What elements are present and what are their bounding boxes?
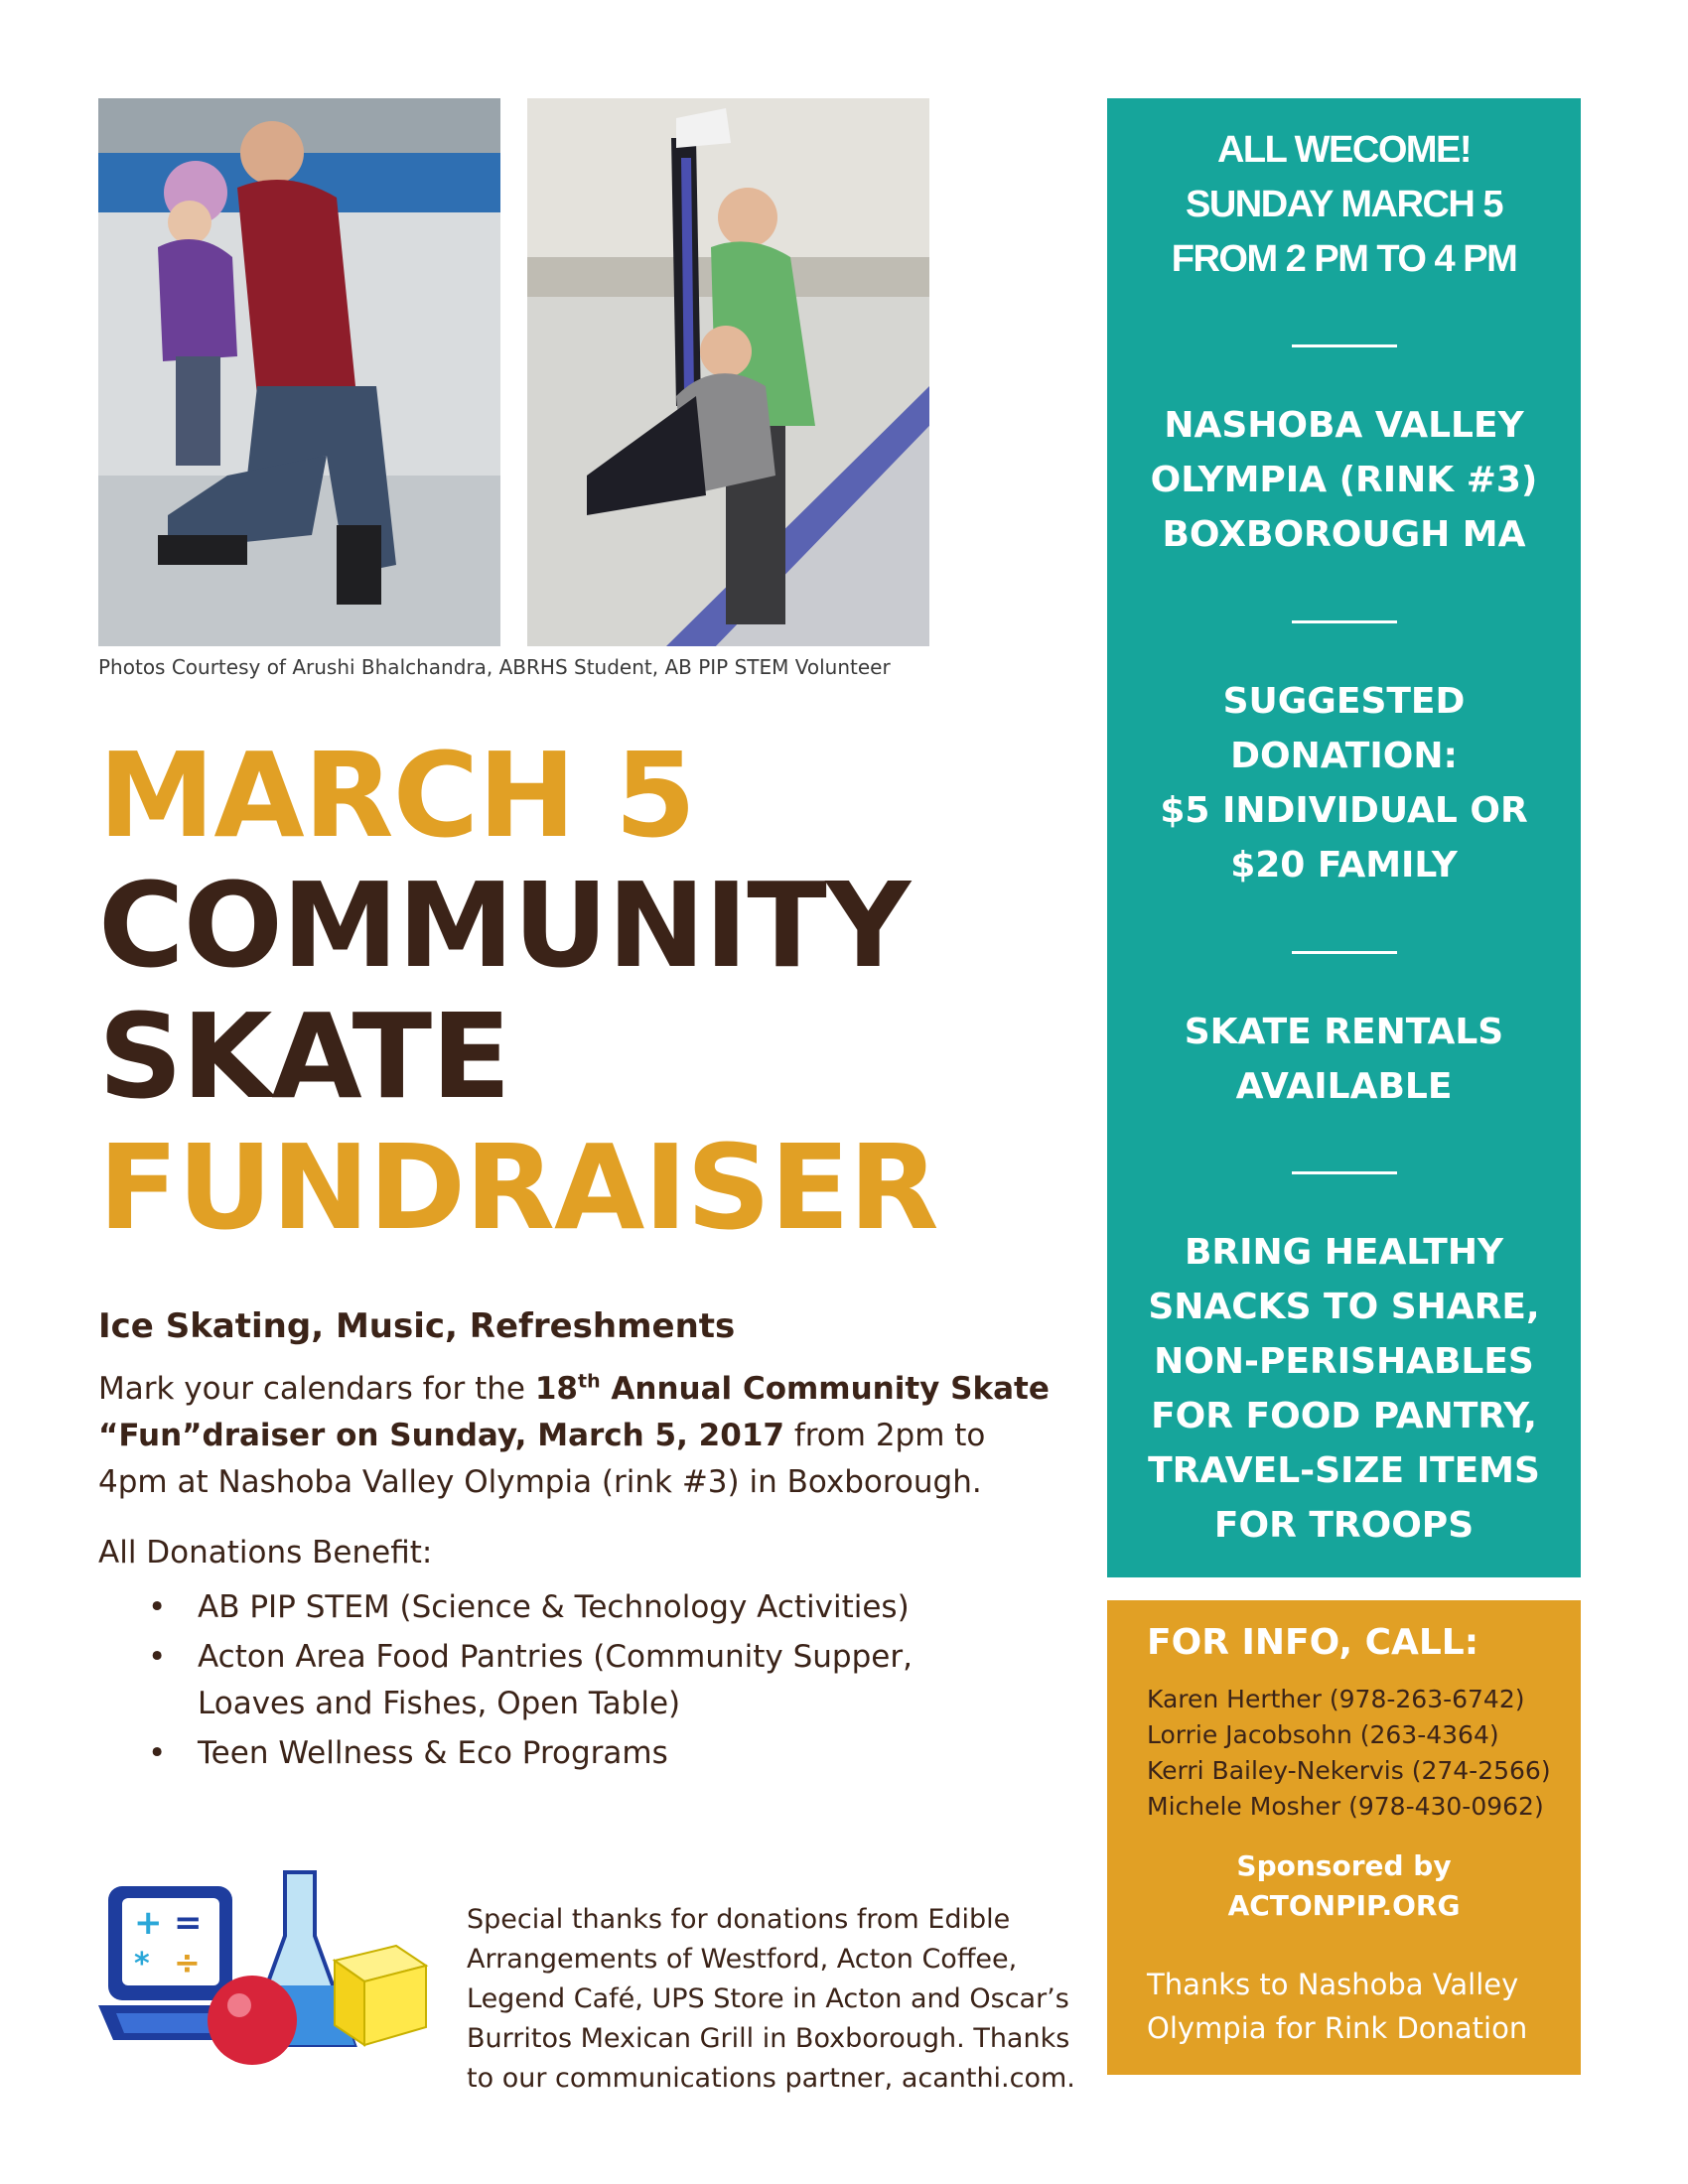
event-description — [98, 1366, 1052, 1506]
sponsor-block — [1107, 1846, 1581, 1926]
welcome-line: ALL WECOME! — [1216, 129, 1472, 171]
rentals-line: AVAILABLE — [1235, 1066, 1453, 1107]
title-skate: SKATE — [98, 988, 510, 1125]
rink-thanks-line: Olympia for Rink Donation — [1147, 2011, 1528, 2045]
time-line: FROM 2 PM TO 4 PM — [1171, 238, 1517, 280]
location-block — [1107, 398, 1581, 562]
rink-thanks-line: Thanks to Nashoba Valley — [1147, 1968, 1519, 2001]
divider — [1292, 951, 1397, 954]
event-name-date: Annual Community Skate “Fun”draiser on Sunday, March 5, 2017 — [98, 1371, 1050, 1453]
location-line: BOXBOROUGH MA — [1162, 514, 1526, 555]
bring-line: TRAVEL-SIZE ITEMS — [1148, 1450, 1540, 1491]
cube-icon — [335, 1946, 426, 2045]
svg-text:+: + — [134, 1903, 163, 1943]
benefits-list — [98, 1584, 992, 1780]
title-community: COMMUNITY — [98, 857, 911, 994]
rentals-block — [1107, 1005, 1581, 1114]
photo-skater-stretch — [527, 98, 929, 646]
photo-credit: Photos Courtesy of Arushi Bhalchandra, ABRHS Student, AB PIP STEM Volunteer — [98, 655, 891, 679]
list-item: • Acton Area Food Pantries (Community Supper, Loaves and Fishes, Open Table) — [98, 1634, 992, 1727]
svg-text:*: * — [134, 1947, 150, 1981]
welcome-block — [1107, 123, 1581, 287]
donation-line: $20 FAMILY — [1230, 845, 1458, 886]
divider — [1292, 344, 1397, 347]
date-line: SUNDAY MARCH 5 — [1186, 184, 1502, 225]
contact-entry: Michele Mosher (978-430-0962) — [1147, 1792, 1544, 1821]
ball-icon — [208, 1976, 297, 2065]
contact-entry: Karen Herther (978-263-6742) — [1147, 1685, 1525, 1713]
donation-line: SUGGESTED — [1222, 681, 1466, 722]
contact-panel — [1107, 1600, 1581, 2075]
contact-entry: Kerri Bailey-Nekervis (274-2566) — [1147, 1756, 1551, 1785]
bring-block — [1107, 1225, 1581, 1553]
donation-line: DONATION: — [1230, 736, 1458, 776]
bring-line: FOR FOOD PANTRY, — [1151, 1396, 1537, 1436]
info-heading: FOR INFO, CALL: — [1147, 1622, 1479, 1663]
anniversary-number: 18 — [534, 1371, 578, 1407]
bring-line: SNACKS TO SHARE, — [1148, 1287, 1540, 1327]
list-item: • AB PIP STEM (Science & Technology Activities) — [98, 1584, 992, 1631]
bring-line: NON-PERISHABLES — [1154, 1341, 1534, 1382]
svg-text:÷: ÷ — [174, 1944, 201, 1981]
title-date: MARCH 5 — [98, 727, 696, 864]
bring-line: FOR TROOPS — [1213, 1505, 1475, 1546]
stem-clipart — [98, 1866, 436, 2070]
rink-thanks — [1147, 1963, 1527, 2050]
divider — [1292, 620, 1397, 623]
description-text: Mark your calendars for the — [98, 1371, 535, 1407]
list-item: • Teen Wellness & Eco Programs — [98, 1730, 992, 1777]
donation-line: $5 INDIVIDUAL OR — [1160, 790, 1528, 831]
contact-entry: Lorrie Jacobsohn (263-4364) — [1147, 1720, 1499, 1749]
location-line: NASHOBA VALLEY — [1164, 405, 1524, 446]
special-thanks: Special thanks for donations from Edible Arrangements of Westford, Acton Coffee, Legend Café, UPS Store in Acton and Oscar’s Burritos Mexican Grill in Boxborough. Thanks to our communications partner, acanthi.com. — [467, 1904, 1075, 2094]
benefits-heading: All Donations Benefit: — [98, 1535, 433, 1570]
sponsored-by-label: Sponsored by — [1236, 1849, 1452, 1882]
svg-text:=: = — [174, 1903, 203, 1943]
ordinal-suffix: th — [578, 1370, 601, 1393]
title-fundraiser: FUNDRAISER — [98, 1119, 938, 1256]
donation-block — [1107, 674, 1581, 892]
location-line: OLYMPIA (RINK #3) — [1150, 460, 1538, 500]
photo-father-and-child — [98, 98, 500, 646]
divider — [1292, 1171, 1397, 1174]
subheading: Ice Skating, Music, Refreshments — [98, 1306, 736, 1346]
bring-line: BRING HEALTHY — [1184, 1232, 1504, 1273]
contact-list — [1147, 1682, 1551, 1825]
event-time-place: from 2pm to 4pm at Nashoba Valley Olympia (rink #3) in Boxborough. — [98, 1418, 986, 1500]
event-details-panel — [1107, 98, 1581, 1577]
rentals-line: SKATE RENTALS — [1184, 1012, 1504, 1052]
sponsor-name: ACTONPIP.ORG — [1227, 1889, 1461, 1922]
